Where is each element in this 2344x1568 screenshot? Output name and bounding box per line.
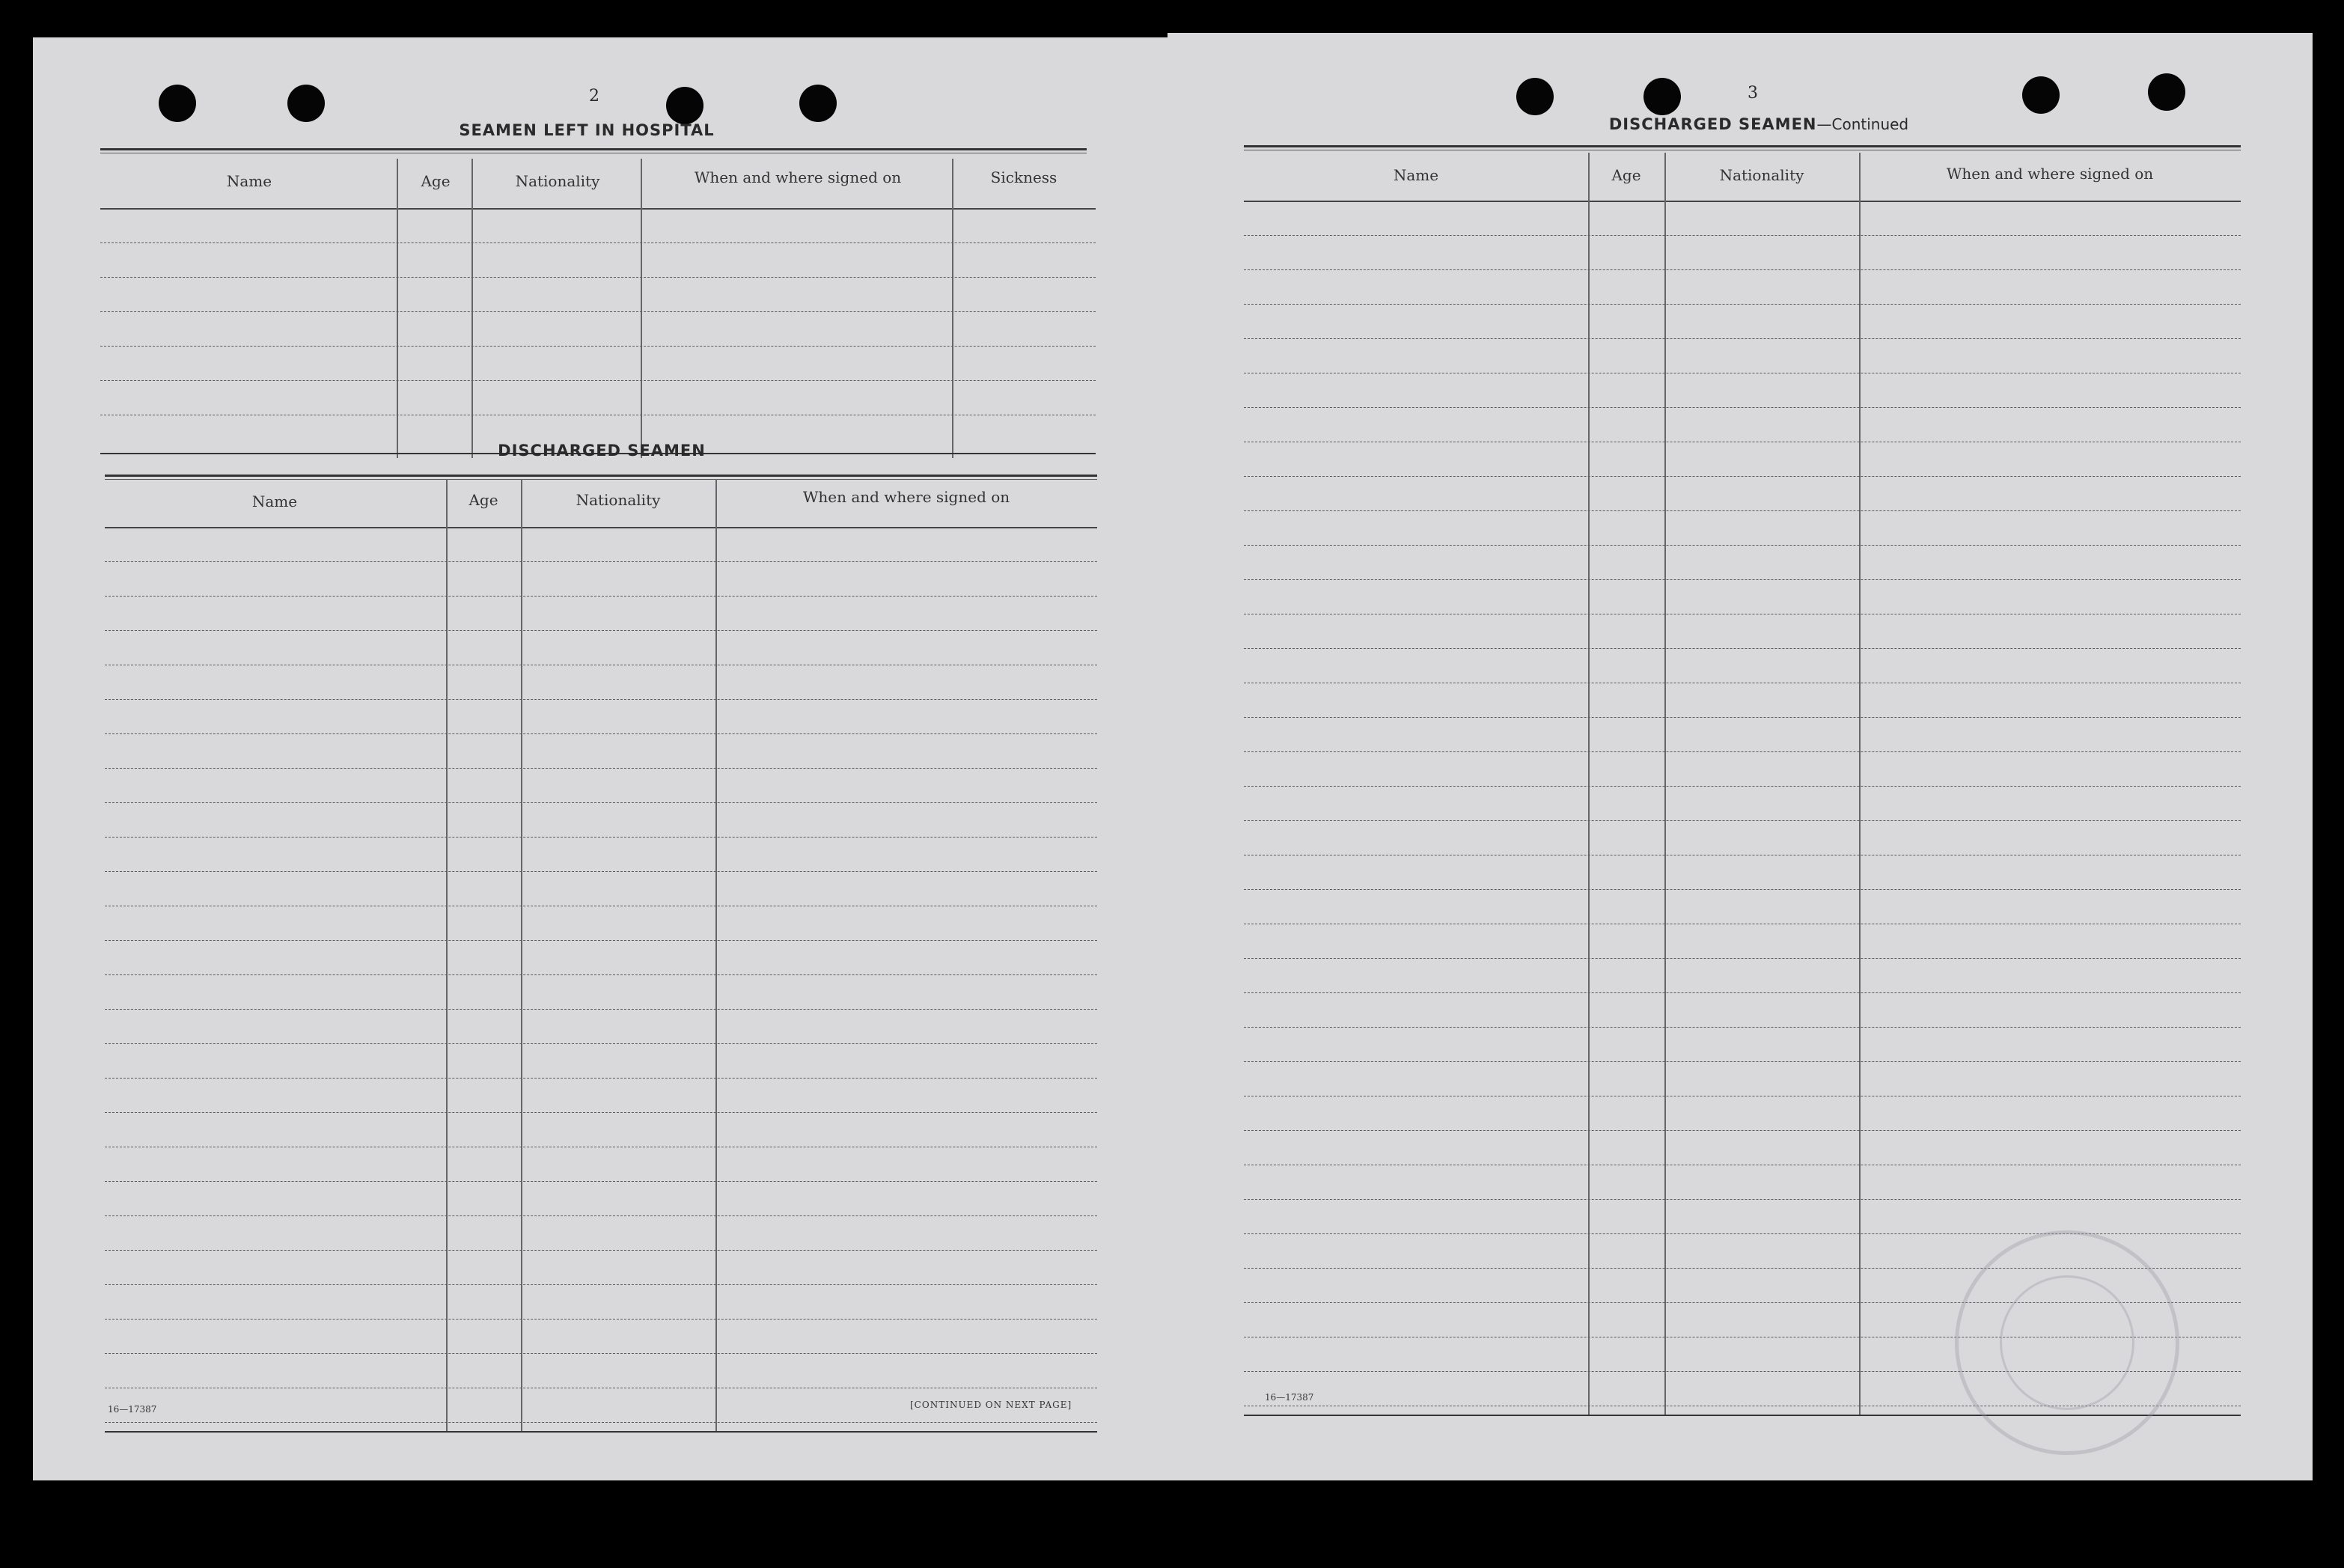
entry-line [105, 1043, 1097, 1044]
entry-line [105, 837, 1097, 838]
entry-line [1244, 717, 2241, 718]
column-divider [521, 479, 522, 1431]
column-divider [471, 159, 473, 458]
punch-hole [1643, 78, 1681, 115]
column-divider [715, 479, 717, 1431]
column-header-name: Name [226, 172, 272, 190]
column-divider [952, 159, 953, 458]
title-rule [105, 475, 1097, 480]
form-code: 16—17387 [108, 1404, 157, 1415]
entry-line [100, 380, 1096, 381]
entry-line [105, 630, 1097, 631]
entry-line [1244, 1199, 2241, 1200]
entry-line [1244, 235, 2241, 236]
header-rule [105, 527, 1097, 528]
entry-line [105, 561, 1097, 562]
column-header-signed-on: When and where signed on [694, 168, 902, 186]
column-header-nationality: Nationality [515, 172, 600, 190]
entry-line [105, 940, 1097, 941]
entry-line [1244, 476, 2241, 477]
entry-line [105, 974, 1097, 975]
column-header-sickness: Sickness [990, 168, 1057, 186]
column-header-signed-on: When and where signed on [802, 488, 1010, 506]
punch-hole [666, 87, 703, 124]
punch-hole [2022, 76, 2060, 114]
column-header-age: Age [1611, 166, 1641, 184]
page-number: 3 [1748, 84, 1758, 103]
column-header-nationality: Nationality [576, 491, 661, 509]
column-divider [1588, 153, 1590, 1415]
entry-line [105, 1353, 1097, 1354]
entry-line [1244, 1027, 2241, 1028]
column-header-signed-on: When and where signed on [1946, 165, 2154, 183]
column-header-name: Name [251, 492, 298, 510]
entry-line [105, 1319, 1097, 1320]
entry-line [1244, 579, 2241, 580]
right-page [1168, 33, 2313, 1480]
title-rule [100, 148, 1087, 153]
punch-hole [287, 85, 325, 122]
entry-line [1244, 648, 2241, 649]
table-bottom-rule [105, 1431, 1097, 1433]
entry-line [105, 1009, 1097, 1010]
entry-line [100, 242, 1096, 243]
entry-line [105, 1181, 1097, 1182]
punch-hole [1516, 78, 1554, 115]
column-header-age: Age [421, 172, 451, 190]
entry-line [105, 802, 1097, 803]
entry-line [1244, 1130, 2241, 1131]
entry-line [1244, 786, 2241, 787]
title-rule [1244, 145, 2241, 150]
entry-line [105, 699, 1097, 700]
section-title-text: DISCHARGED SEAMEN [1608, 115, 1817, 133]
entry-line [1244, 889, 2241, 890]
entry-line [105, 871, 1097, 872]
punch-hole [2148, 73, 2185, 111]
entry-line [1244, 820, 2241, 821]
punch-hole [159, 85, 196, 122]
section-title-discharged: DISCHARGED SEAMEN [498, 442, 706, 460]
entry-line [105, 1078, 1097, 1079]
entry-line [105, 768, 1097, 769]
entry-line [1244, 751, 2241, 752]
section-title-suffix: —Continued [1816, 115, 1909, 133]
header-rule [1244, 201, 2241, 202]
page-number: 2 [589, 87, 599, 106]
entry-line [1244, 1061, 2241, 1062]
column-header-nationality: Nationality [1719, 166, 1804, 184]
entry-line [1244, 407, 2241, 408]
section-title-discharged-continued [1519, 115, 1998, 133]
left-page [33, 37, 1171, 1480]
entry-line [1244, 545, 2241, 546]
entry-line [1244, 269, 2241, 270]
entry-line [105, 1422, 1097, 1423]
entry-line [105, 1215, 1097, 1216]
entry-line [105, 733, 1097, 734]
column-divider [397, 159, 398, 458]
column-divider [1664, 153, 1666, 1415]
entry-line [1244, 304, 2241, 305]
column-divider [446, 479, 448, 1431]
entry-line [1244, 958, 2241, 959]
form-code: 16—17387 [1265, 1392, 1314, 1403]
entry-line [105, 1284, 1097, 1285]
column-divider [641, 159, 642, 458]
entry-line [1244, 992, 2241, 993]
entry-line [100, 346, 1096, 347]
column-header-name: Name [1393, 166, 1439, 184]
entry-line [105, 596, 1097, 597]
entry-line [1244, 510, 2241, 511]
entry-line [100, 311, 1096, 312]
section-title-hospital: SEAMEN LEFT IN HOSPITAL [459, 121, 715, 139]
header-rule [100, 208, 1096, 210]
column-divider [1859, 153, 1861, 1415]
circular-stamp-inner [2000, 1275, 2134, 1410]
entry-line [105, 1112, 1097, 1113]
entry-line [105, 1250, 1097, 1251]
punch-hole [799, 85, 837, 122]
entry-line [100, 277, 1096, 278]
column-header-age: Age [469, 491, 498, 509]
continued-note: [CONTINUED ON NEXT PAGE] [910, 1400, 1072, 1410]
entry-line [1244, 338, 2241, 339]
